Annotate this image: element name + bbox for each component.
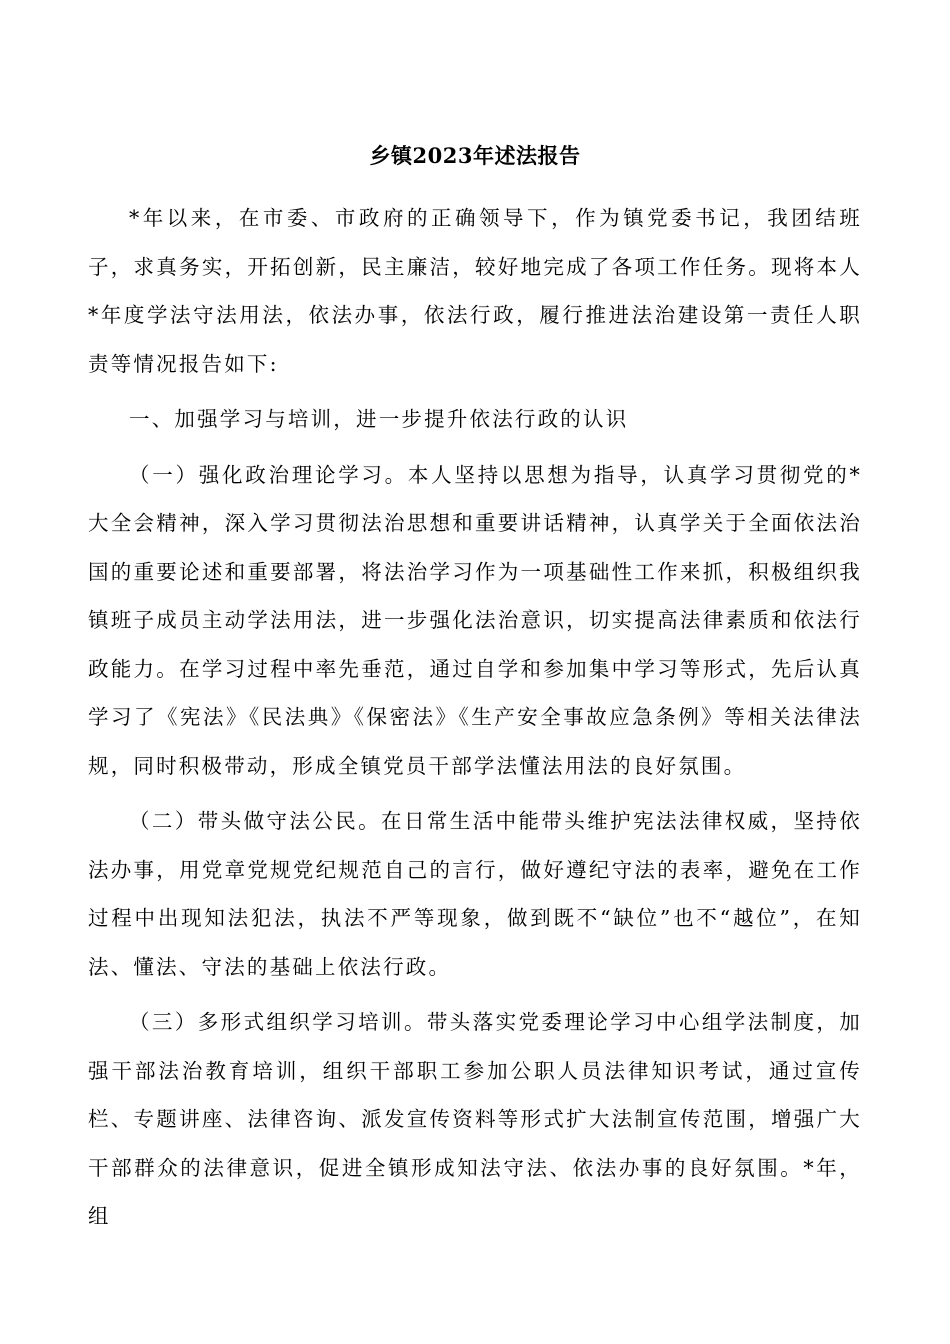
subsection-paragraph-2: （二）带头做守法公民。在日常生活中能带头维护宪法法律权威，坚持依法办事，用党章党规党纪规范自己的言行，做好遵纪守法的表率，避免在工作过程中出现知法犯法，执法不严等现象，做到既不“缺位”也不“越位”，在知法、懂法、守法的基础上依法行政。 (88, 809, 862, 979)
document-title: 乡镇2023年述法报告 (369, 143, 581, 168)
intro-paragraph: *年以来，在市委、市政府的正确领导下，作为镇党委书记，我团结班子，求真务实，开拓创新，民主廉洁，较好地完成了各项工作任务。现将本人*年度学法守法用法，依法办事，依法行政，履行推进法治建设第一责任人职责等情况报告如下: (88, 206, 862, 376)
subsection-paragraph-1: （一）强化政治理论学习。本人坚持以思想为指导，认真学习贯彻党的*大全会精神，深入学习贯彻法治思想和重要讲话精神，认真学关于全面依法治国的重要论述和重要部署，将法治学习作为一项基础性工作来抓，积极组织我镇班子成员主动学法用法，进一步强化法治意识，切实提高法律素质和依法行政能力。在学习过程中率先垂范，通过自学和参加集中学习等形式，先后认真学习了《宪法》《民法典》《保密法》《生产安全事故应急条例》等相关法律法规，同时积极带动，形成全镇党员干部学法懂法用法的良好氛围。 (88, 462, 862, 778)
subsection-paragraph-3: （三）多形式组织学习培训。带头落实党委理论学习中心组学法制度，加强干部法治教育培训，组织干部职工参加公职人员法律知识考试，通过宣传栏、专题讲座、法律咨询、派发宣传资料等形式扩大法制宣传范围，增强广大干部群众的法律意识，促进全镇形成知法守法、依法办事的良好氛围。*年，组 (88, 1010, 862, 1228)
document-body (88, 194, 862, 1241)
section-heading-1: 一、加强学习与培训，进一步提升依法行政的认识 (129, 407, 629, 431)
